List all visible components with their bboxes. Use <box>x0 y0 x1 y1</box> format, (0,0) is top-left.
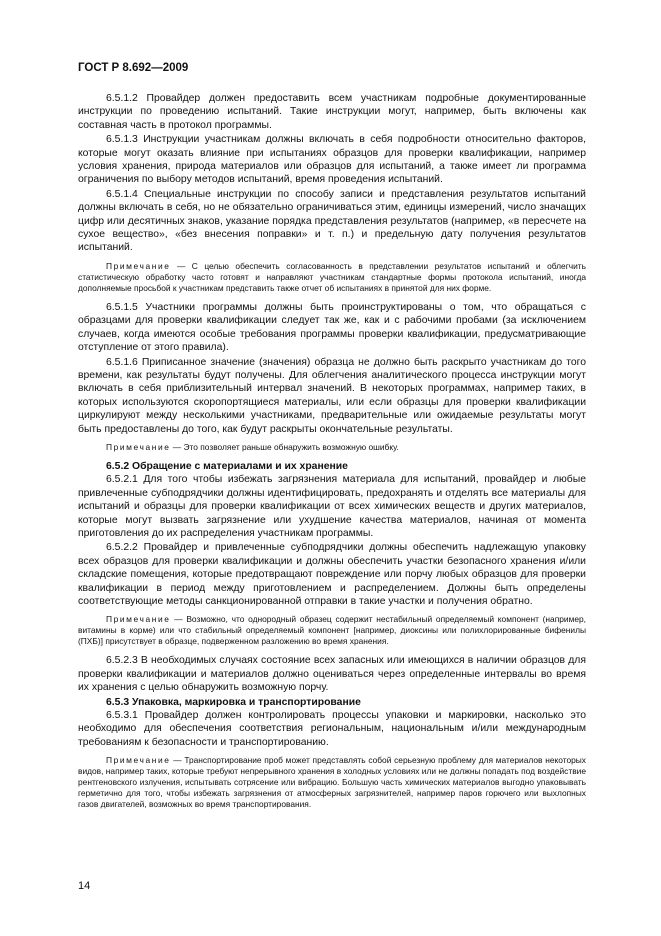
section-heading-6-5-3: 6.5.3 Упаковка, маркировка и транспортирование <box>106 696 361 708</box>
document-body <box>78 92 586 817</box>
paragraph-6-5-2-1: 6.5.2.1 Для того чтобы избежать загрязнения материала для испытаний, провайдер и любые привлеченные субподрядчики должны идентифицировать, предохранять и отделять все материалы для испытаний и образцы для проверки квалификации от всех химических веществ и других материалов, которые могут вызвать загрязнение или ухудшение качества материалов, начиная от момента приготовления до их распределения участникам программы. <box>78 474 586 539</box>
note-label: Примечание <box>106 614 171 625</box>
page-number: 14 <box>78 880 91 892</box>
note-3 <box>78 614 586 647</box>
paragraph-6-5-3-1: 6.5.3.1 Провайдер должен контролировать процессы упаковки и маркировки, насколько это необходимо для обеспечения соответствия региональным, национальным и/или международным требованиям к безопасности и транспортированию. <box>78 710 586 748</box>
note-label: Примечание <box>106 260 171 271</box>
paragraph-6-5-1-3: 6.5.1.3 Инструкции участникам должны включать в себя подробности относительно факторов, которые могут оказать влияние при испытаниях образцов для проверки квалификации, например условия хранения, природа материалов или образцов для испытаний, а также имеет ли программа ограничения по выбору методов испытаний, время проведения испытаний. <box>78 134 586 186</box>
note-1-text: — С целью обеспечить согласованность в представлении результатов испытаний и облегчить статистическую обработку часто готовят и направляют участникам стандартные формы протокола испытаний, иногда дополняемые просьбой к участникам представить также отчет об испытаниях в принятой для них форме. <box>78 260 586 293</box>
paragraph-6-5-1-5: 6.5.1.5 Участники программы должны быть проинструктированы о том, что обращаться с образцами для проверки квалификации следует так же, как и с рабочими пробами (за исключением случаев, когда имеются особые требования программы проверки квалификации, предусматривающие отступление от этого правила). <box>78 301 586 354</box>
note-3-text: — Возможно, что однородный образец содержит нестабильный определяемый компонент (например, витамины в корме) или что стабильный определяемый компонент [например, диоксины или полихлорированные бифенилы (ПХБ)] присутствует в образце, подверженном разложению во время хранения. <box>78 614 586 647</box>
note-label: Примечание <box>106 441 171 452</box>
paragraph-6-5-1-4: 6.5.1.4 Специальные инструкции по способу записи и представления результатов испытаний должны включать в себя, но не обязательно ограничиваться этим, единицы измерений, число значащих цифр или десятичных знаков, указание порядка представления результатов (например, «в пересчете на сухое вещество», «без внесения поправки» и т. п.) и предельную дату получения результатов испытаний. <box>78 188 586 254</box>
paragraph-6-5-1-6: 6.5.1.6 Приписанное значение (значения) образца не должно быть раскрыто участникам до того времени, как результаты будут получены. Для облегчения аналитического процесса инструкции могут включать в себя приблизительный интервал значений. В некоторых программах, например таких, в которых используются скоропортящиеся материалы, или если образцы для проверки квалификации циркулируют между несколькими участниками, предварительные или ожидаемые результаты могут быть предоставлены до того, как будут раскрыты окончательные результаты. <box>78 356 586 435</box>
document-header: ГОСТ Р 8.692—2009 <box>78 62 189 74</box>
paragraph-6-5-2-2: 6.5.2.2 Провайдер и привлеченные субподрядчики должны обеспечить надлежащую упаковку всех образцов для проверки квалификации и должны обеспечить участки безопасного хранения и/или складские помещения, которые предотвращают повреждение или порчу любых образцов для проверки квалификации в период между приготовлением и распределением. Должны быть определены соответствующие методы санкционированной отправки в такие участки и получения обратно. <box>78 542 586 607</box>
paragraph-6-5-1-2: 6.5.1.2 Провайдер должен предоставить всем участникам подробные документированные инструкции по проведению испытаний. Такие инструкции могут, например, быть включены как составная часть в протокол программы. <box>78 93 586 131</box>
note-4-text: — Транспортирование проб может представлять собой серьезную проблему для материалов некоторых видов, например таких, которые требуют непрерывного хранения в холодных условиях или не должны попадать под воздействие рентгеновского излучения, испытывать сотрясение или вибрацию. Большую часть химических материалов выгодно упаковывать герметично для того, чтобы избежать загрязнения от атмосферных загрязнителей, например паров горючего или выхлопных газов двигателей, возможных во время транспортирования. <box>78 755 586 810</box>
section-heading-6-5-2: 6.5.2 Обращение с материалами и их хранение <box>106 460 348 472</box>
note-4 <box>78 755 586 810</box>
note-2-text: — Это позволяет раньше обнаружить возможную ошибку. <box>170 441 399 452</box>
paragraph-6-5-2-3: 6.5.2.3 В необходимых случаях состояние всех запасных или имеющихся в наличии образцов для проверки квалификации и материалов должно оцениваться через определенные интервалы во время их хранения с целью обнаружить возможную порчу. <box>78 655 586 694</box>
note-2 <box>78 442 586 453</box>
note-1 <box>78 261 586 294</box>
note-label: Примечание <box>106 755 171 766</box>
